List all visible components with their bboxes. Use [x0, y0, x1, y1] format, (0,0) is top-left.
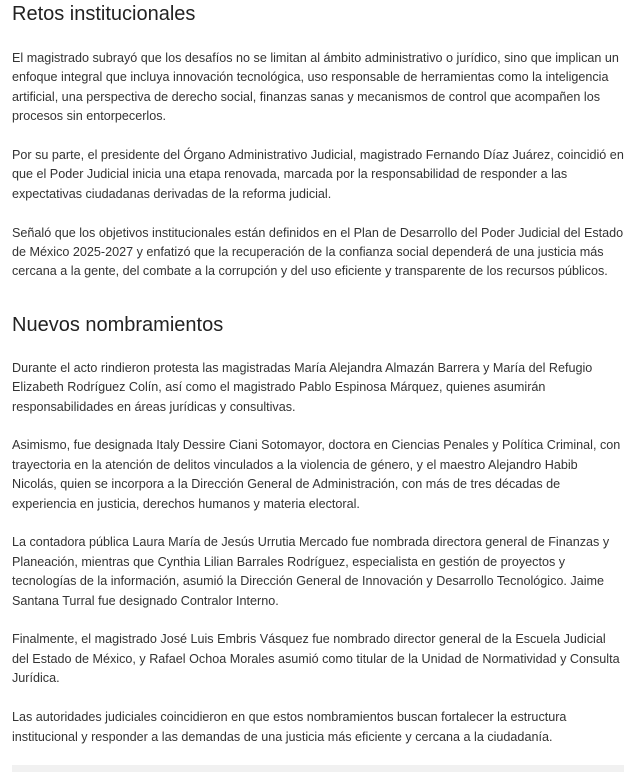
article-body	[12, 0, 624, 747]
section-nuevos-nombramientos	[12, 313, 624, 747]
section-heading: Nuevos nombramientos	[12, 313, 224, 336]
paragraph: Asimismo, fue designada Italy Dessire Ciani Sotomayor, doctora en Ciencias Penales y Política Criminal, con trayectoria en la atención de delitos vinculados a la violencia de género, y el maestro Alejandro Habib Nicolás, quien se incorpora a la Dirección General de Administración, con más de tres décadas de experiencia en justicia, derechos humanos y materia electoral.	[12, 438, 621, 511]
paragraph: El magistrado subrayó que los desafíos no se limitan al ámbito administrativo o jurídico, sino que implican un enfoque integral que incluya innovación tecnológica, uso responsable de herramientas como la inteligencia artificial, una perspectiva de derecho social, finanzas sanas y mecanismos de control que acompañen los procesos sin entorpecerlos.	[12, 51, 619, 124]
paragraph: Durante el acto rindieron protesta las magistradas María Alejandra Almazán Barrera y María del Refugio Elizabeth Rodríguez Colín, así como el magistrado Pablo Espinosa Márquez, quienes asumirán responsabilidades en áreas jurídicas y consultivas.	[12, 360, 593, 414]
paragraph: Finalmente, el magistrado José Luis Embris Vásquez fue nombrado director general de la Escuela Judicial del Estado de México, y Rafael Ochoa Morales asumió como titular de la Unidad de Normatividad y Consulta Jurídica.	[12, 632, 620, 686]
paragraph: Las autoridades judiciales coincidieron en que estos nombramientos buscan fortalecer la estructura institucional y responder a las demandas de una justicia más eficiente y cercana a la ciudadanía.	[12, 710, 567, 744]
paragraph: Por su parte, el presidente del Órgano Administrativo Judicial, magistrado Fernando Díaz Juárez, coincidió en que el Poder Judicial inicia una etapa renovada, marcada por la responsabilidad de responder a las expectativas ciudadanas derivadas de la reforma judicial.	[12, 148, 624, 201]
paragraph: Señaló que los objetivos institucionales están definidos en el Plan de Desarrollo del Poder Judicial del Estado de México 2025-2027 y enfatizó que la recuperación de la confianza social dependerá de una justicia más cercana a la gente, del combate a la corrupción y del uso eficiente y transparente de los recursos públicos.	[12, 225, 624, 279]
bottom-divider	[12, 765, 624, 772]
paragraph: La contadora pública Laura María de Jesús Urrutia Mercado fue nombrada directora general de Finanzas y Planeación, mientras que Cynthia Lilian Barrales Rodríguez, especialista en gestión de proyectos y tecnologías de la información, asumió la Dirección General de Innovación y Desarrollo Tecnológico. Jaime Santana Turral fue designado Contralor Interno.	[12, 535, 610, 608]
section-heading: Retos institucionales	[12, 3, 196, 25]
section-retos-institucionales	[12, 2, 624, 282]
